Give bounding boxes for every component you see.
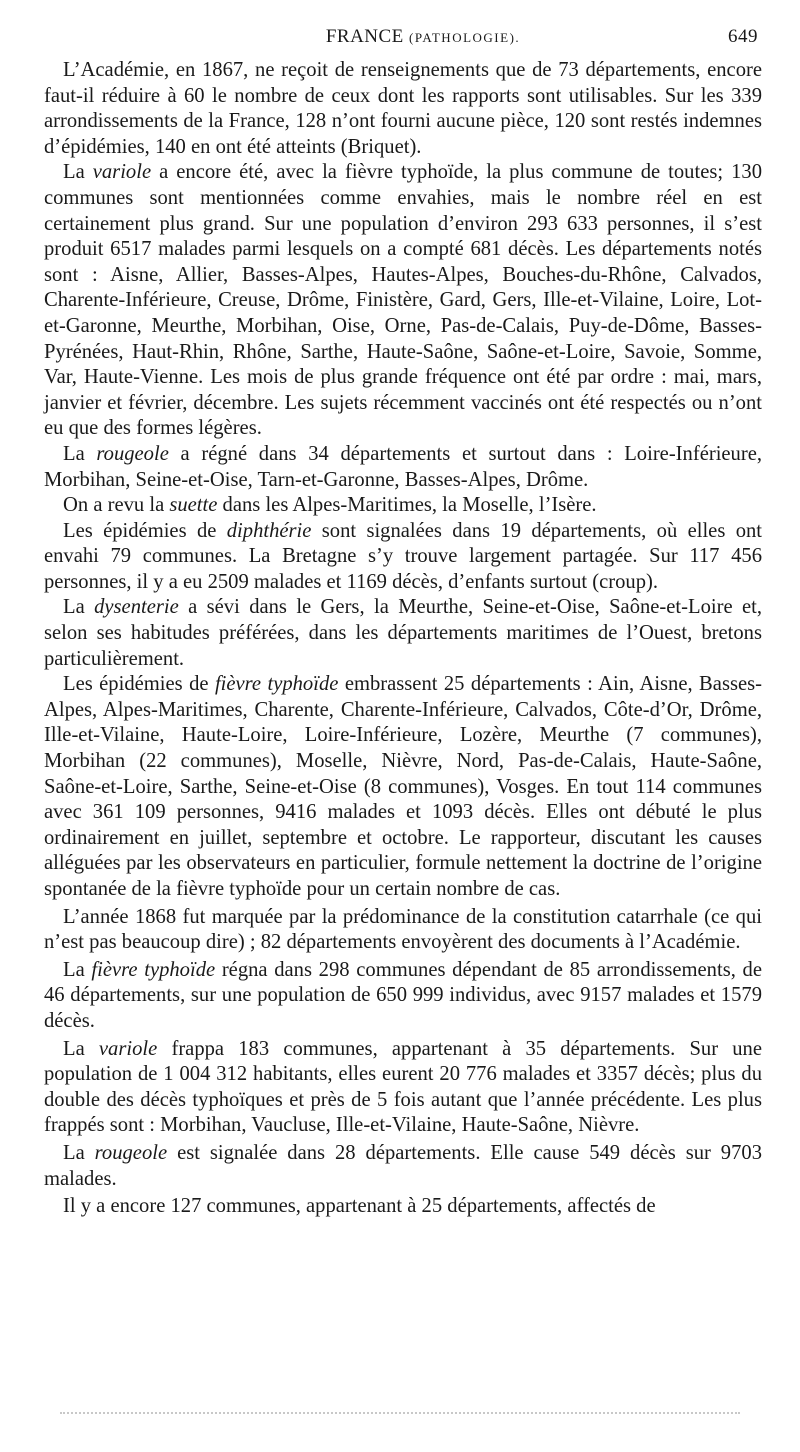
text-run: L’Académie, en 1867, ne reçoit de renseignements que de 73 départements, encore faut-il réduire à 60 le nombre de ceux dont les rapports sont utilisables. Sur les 339 arrondissements de la France, 128 n’ont fourni aucune pièce, 120 sont restés indemnes d’épidémies, 140 en ont été atteints (Briquet).	[44, 59, 762, 158]
paragraph	[44, 1194, 762, 1220]
paragraph	[44, 672, 762, 902]
page-number: 649	[728, 26, 758, 47]
text-run: dans les Alpes-Maritimes, la Moselle, l’Isère.	[217, 494, 597, 517]
text-run: a régné dans 34 départements et surtout dans : Loire-Inférieure, Morbihan, Seine-et-Oise, Tarn-et-Garonne, Basses-Alpes, Drôme.	[44, 442, 762, 491]
text-run: La	[63, 958, 92, 981]
text-run: Les épidémies de	[63, 673, 215, 696]
text-run: L’année 1868 fut marquée par la prédominance de la constitution catarrhale (ce qui n’est pas beaucoup dire) ; 82 départements envoyèrent des documents à l’Académie.	[44, 905, 762, 954]
text-run: La	[63, 596, 95, 619]
paragraph	[44, 958, 762, 1035]
header-title: FRANCE	[325, 26, 404, 47]
paragraph	[44, 442, 762, 493]
paragraph	[44, 519, 762, 596]
italic-term: rougeole	[96, 442, 169, 465]
italic-term: variole	[98, 1037, 158, 1060]
text-run: frappa 183 communes, appartenant à 35 départements. Sur une population de 1 004 312 habitants, elles eurent 20 776 malades et 3357 décès; plus du double des décès typhoïques et près de 5 fois autant que l’année précédente. Les plus frappés sont : Morbihan, Vaucluse, Ille-et-Vilaine, Haute-Saône, Nièvre.	[44, 1037, 762, 1137]
text-run: a sévi dans le Gers, la Meurthe, Seine-et-Oise, Saône-et-Loire et, selon ses habitudes préférées, dans les départements maritimes de l’Ouest, bretons particulièrement.	[44, 596, 762, 670]
text-run: sont signalées dans 19 départements, où elles ont envahi 79 communes. La Bretagne s’y trouve largement partagée. Sur 117 456 personnes, il y a eu 2509 malades et 1169 décès, d’enfants surtout (croup).	[44, 519, 763, 593]
text-run: On a revu la	[63, 494, 170, 517]
text-run: régna dans 298 communes dépendant de 85 arrondissements, de 46 départements, sur une population de 650 999 individus, avec 9157 malades et 1579 décès.	[44, 958, 762, 1032]
running-header	[44, 26, 762, 50]
text-run: La	[63, 161, 93, 184]
italic-term: fièvre typhoïde	[214, 673, 339, 696]
italic-term: diphthérie	[226, 519, 312, 542]
text-run: Les épidémies de	[63, 519, 227, 542]
header-subtitle: (PATHOLOGIE).	[409, 30, 521, 45]
italic-term: rougeole	[94, 1141, 168, 1164]
running-title	[44, 26, 762, 48]
paragraph	[44, 1141, 762, 1192]
paragraph	[44, 493, 762, 519]
body-text	[44, 58, 762, 1220]
paragraph	[44, 1037, 762, 1139]
paragraph	[44, 905, 762, 956]
text-run: a encore été, avec la fièvre typhoïde, la plus commune de toutes; 130 communes sont mentionnées comme envahies, mais le nombre réel en est certainement plus grand. Sur une population d’environ 293 633 personnes, il s’est produit 6517 malades parmi lesquels on a compté 681 décès. Les départements notés sont : Aisne, Allier, Basses-Alpes, Hautes-Alpes, Bouches-du-Rhône, Calvados, Charente-Inférieure, Creuse, Drôme, Finistère, Gard, Gers, Ille-et-Vilaine, Loire, Lot-et-Garonne, Meurthe, Morbihan, Oise, Orne, Pas-de-Calais, Puy-de-Dôme, Basses-Pyrénées, Haut-Rhin, Rhône, Sarthe, Haute-Saône, Saône-et-Loire, Savoie, Somme, Var, Haute-Vienne. Les mois de plus grande fréquence ont été par ordre : mai, mars, janvier et février, décembre. Les sujets récemment vaccinés ont été respectés ou n’ont eu que des formes légères.	[44, 161, 762, 440]
paragraph	[44, 58, 762, 160]
italic-term: dysenterie	[94, 596, 179, 619]
italic-term: suette	[169, 494, 218, 517]
paragraph	[44, 160, 762, 442]
text-run: La	[63, 442, 97, 465]
text-run: Il y a encore 127 communes, appartenant à 25 départements, affectés de	[63, 1195, 656, 1218]
text-run: est signalée dans 28 départements. Elle cause 549 décès sur 9703 malades.	[44, 1141, 762, 1190]
paragraph	[44, 595, 762, 672]
italic-term: variole	[92, 161, 152, 184]
text-run: embrassent 25 départements : Ain, Aisne, Basses-Alpes, Alpes-Maritimes, Charente, Charente-Inférieure, Calvados, Côte-d’Or, Drôme, Ille-et-Vilaine, Haute-Loire, Loire-Inférieure, Lozère, Meurthe (7 communes), Morbihan (22 communes), Moselle, Nièvre, Nord, Pas-de-Calais, Haute-Saône, Saône-et-Loire, Sarthe, Seine-et-Oise (8 communes), Vosges. En tout 114 communes avec 361 109 personnes, 9416 malades et 1093 décès. Elles ont débuté le plus ordinairement en juillet, septembre et octobre. Le rapporteur, discutant les causes alléguées par les observateurs en particulier, formule nettement la doctrine de l’origine spontanée de la fièvre typhoïde pour un certain nombre de cas.	[44, 673, 762, 900]
italic-term: fièvre typhoïde	[91, 958, 216, 981]
footer-divider	[60, 1412, 740, 1414]
text-run: La	[63, 1037, 99, 1060]
text-run: La	[63, 1141, 95, 1164]
